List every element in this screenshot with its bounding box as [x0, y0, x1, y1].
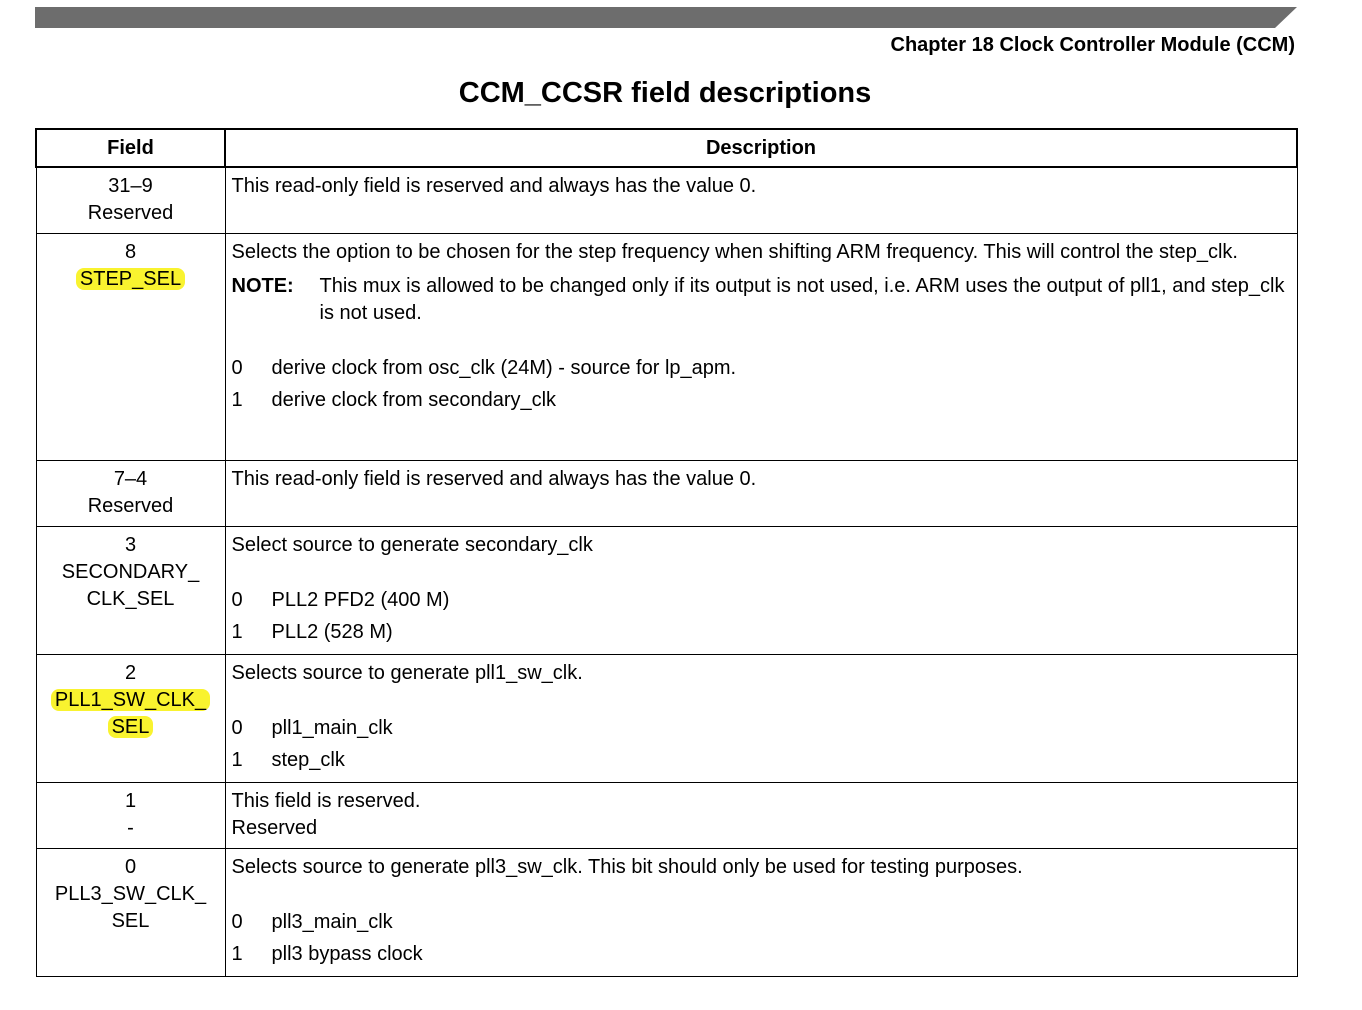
field-cell	[36, 783, 225, 849]
table-row	[36, 655, 1297, 783]
note-block	[232, 273, 1291, 327]
description-cell	[225, 655, 1297, 783]
value-meaning: PLL2 (528 M)	[271, 621, 393, 643]
value-number: 0	[231, 911, 243, 933]
field-name-highlighted: SEL	[108, 716, 154, 738]
value-number: 0	[231, 717, 243, 739]
table-row	[36, 234, 1297, 461]
description-cell	[225, 849, 1297, 977]
field-cell	[36, 461, 225, 527]
column-header-field: Field	[36, 129, 225, 167]
value-meaning: pll3_main_clk	[271, 911, 393, 933]
table-title: CCM_CCSR field descriptions	[458, 77, 872, 109]
field-cell	[36, 849, 225, 977]
value-row	[232, 616, 1291, 648]
description-text: This field is reserved.	[231, 790, 421, 812]
chapter-header: Chapter 18 Clock Controller Module (CCM)	[890, 34, 1295, 56]
field-cell	[36, 234, 225, 461]
value-number: 0	[231, 589, 243, 611]
description-text: Reserved	[231, 817, 318, 839]
header-bar	[35, 7, 1297, 28]
field-name: PLL3_SW_CLK_	[54, 883, 207, 905]
value-row	[232, 938, 1291, 970]
value-meaning: pll3 bypass clock	[271, 943, 423, 965]
field-bits: 31–9	[108, 175, 153, 197]
value-row	[232, 384, 1291, 416]
field-name: CLK_SEL	[86, 588, 175, 610]
value-row	[232, 744, 1291, 776]
description-cell	[225, 527, 1297, 655]
description-cell	[225, 783, 1297, 849]
field-name: Reserved	[87, 495, 174, 517]
value-row	[232, 584, 1291, 616]
description-cell	[225, 461, 1297, 527]
note-label: NOTE:	[231, 275, 294, 297]
field-cell	[36, 527, 225, 655]
table-row	[36, 167, 1297, 234]
value-row	[232, 712, 1291, 744]
value-row	[232, 352, 1291, 384]
field-name-highlighted: PLL1_SW_CLK_	[51, 689, 210, 711]
value-number: 1	[231, 943, 243, 965]
table-row	[36, 527, 1297, 655]
description-cell	[225, 234, 1297, 461]
note-text: This mux is allowed to be changed only if its output is not used, i.e. ARM uses the output of pll1, and step_clk is not used.	[319, 275, 1285, 324]
description-text: Selects source to generate pll3_sw_clk. This bit should only be used for testing purposes.	[231, 856, 1023, 878]
table-row	[36, 461, 1297, 527]
table-row	[36, 783, 1297, 849]
description-text: Selects source to generate pll1_sw_clk.	[231, 662, 583, 684]
column-header-description: Description	[225, 129, 1297, 167]
field-name: SEL	[111, 910, 150, 932]
value-meaning: PLL2 PFD2 (400 M)	[271, 589, 450, 611]
field-descriptions-table	[35, 128, 1298, 977]
value-meaning: step_clk	[271, 749, 345, 771]
field-name-highlighted: STEP_SEL	[76, 268, 185, 290]
field-bits: 3	[124, 534, 137, 556]
field-cell	[36, 655, 225, 783]
field-bits: 1	[124, 790, 137, 812]
table-header-row	[36, 129, 1297, 167]
value-meaning: derive clock from osc_clk (24M) - source for lp_apm.	[271, 357, 737, 379]
value-meaning: pll1_main_clk	[271, 717, 393, 739]
description-text: This read-only field is reserved and always has the value 0.	[231, 175, 757, 197]
field-name: Reserved	[87, 202, 174, 224]
field-cell	[36, 167, 225, 234]
value-number: 1	[231, 389, 243, 411]
field-bits: 2	[124, 662, 137, 684]
field-name: -	[127, 817, 134, 839]
field-bits: 0	[124, 856, 137, 878]
value-meaning: derive clock from secondary_clk	[271, 389, 557, 411]
value-number: 1	[231, 621, 243, 643]
description-text: Selects the option to be chosen for the step frequency when shifting ARM frequency. This will control the step_clk.	[231, 241, 1238, 263]
description-cell	[225, 167, 1297, 234]
value-row	[232, 906, 1291, 938]
value-number: 0	[231, 357, 243, 379]
description-text: Select source to generate secondary_clk	[231, 534, 593, 556]
field-name: SECONDARY_	[61, 561, 200, 583]
description-text: This read-only field is reserved and always has the value 0.	[231, 468, 757, 490]
value-number: 1	[231, 749, 243, 771]
field-bits: 8	[124, 241, 137, 263]
table-row	[36, 849, 1297, 977]
field-bits: 7–4	[113, 468, 148, 490]
